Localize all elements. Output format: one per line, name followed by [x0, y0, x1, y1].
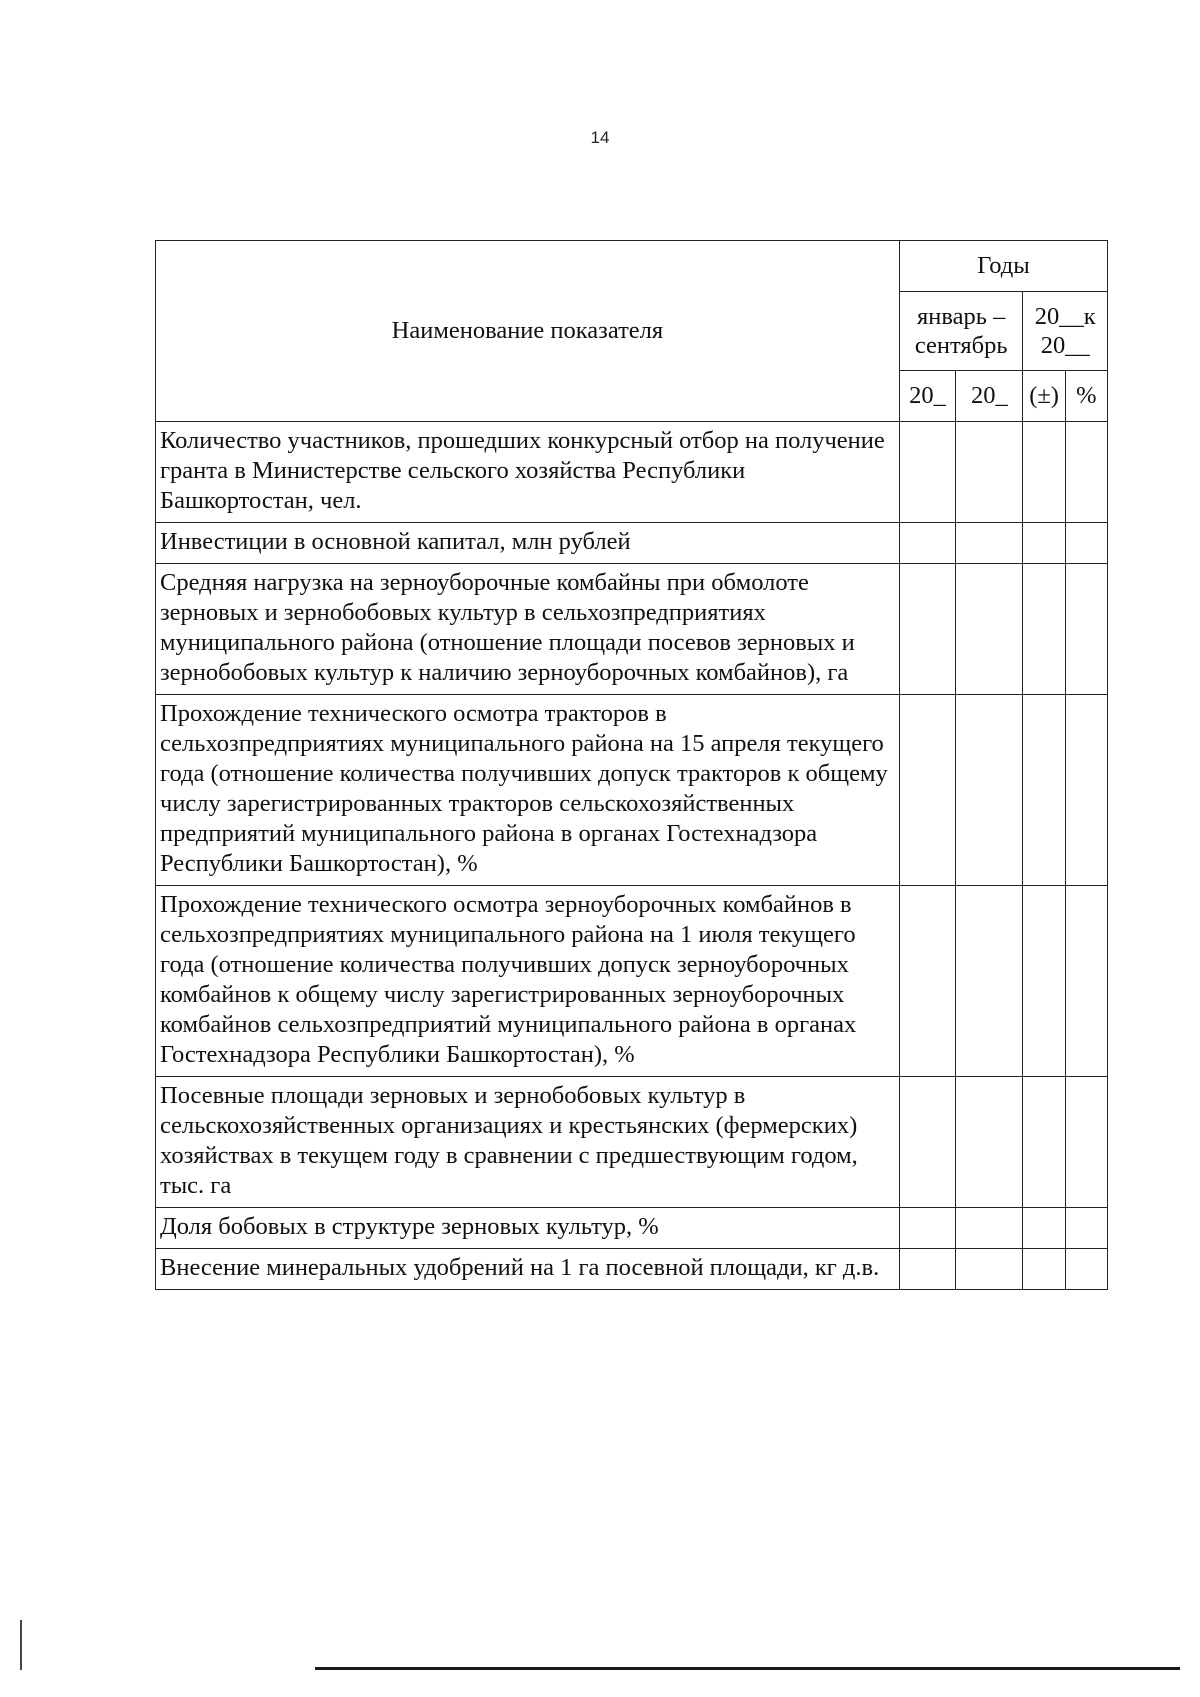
- value-cell-diff: [1023, 1077, 1065, 1208]
- value-cell-diff: [1023, 523, 1065, 564]
- value-cell-diff: [1023, 1208, 1065, 1249]
- value-cell-year-2: [956, 523, 1023, 564]
- value-cell-year-2: [956, 422, 1023, 523]
- header-years: Годы: [899, 241, 1107, 292]
- page-number: 14: [590, 128, 610, 147]
- table-row: [156, 422, 1108, 523]
- header-diff: (±): [1023, 371, 1065, 422]
- value-cell-year-2: [956, 564, 1023, 695]
- header-year-2: 20_: [956, 371, 1023, 422]
- value-cell-percent: [1065, 422, 1107, 523]
- value-cell-year-2: [956, 1077, 1023, 1208]
- value-cell-percent: [1065, 1208, 1107, 1249]
- value-cell-percent: [1065, 523, 1107, 564]
- header-period: январь – сентябрь: [899, 292, 1023, 371]
- value-cell-diff: [1023, 422, 1065, 523]
- value-cell-year-1: [899, 886, 955, 1077]
- value-cell-diff: [1023, 1249, 1065, 1290]
- value-cell-percent: [1065, 1077, 1107, 1208]
- header-percent: %: [1065, 371, 1107, 422]
- indicators-table: [155, 240, 1108, 1290]
- value-cell-year-1: [899, 523, 955, 564]
- value-cell-percent: [1065, 1249, 1107, 1290]
- table-row: [156, 886, 1108, 1077]
- indicator-name: Количество участников, прошедших конкурсный отбор на получение гранта в Министерстве сельского хозяйства Республики Башкортостан, чел.: [156, 422, 900, 523]
- value-cell-year-2: [956, 695, 1023, 886]
- table-row: [156, 1208, 1108, 1249]
- table-row: [156, 695, 1108, 886]
- value-cell-year-1: [899, 695, 955, 886]
- value-cell-percent: [1065, 886, 1107, 1077]
- value-cell-percent: [1065, 695, 1107, 886]
- scan-artifact-bottom-line: [315, 1667, 1180, 1670]
- scan-artifact-margin: [20, 1620, 22, 1670]
- value-cell-year-1: [899, 1077, 955, 1208]
- header-year-1: 20_: [899, 371, 955, 422]
- table-row: [156, 564, 1108, 695]
- value-cell-year-2: [956, 1208, 1023, 1249]
- value-cell-year-2: [956, 886, 1023, 1077]
- value-cell-diff: [1023, 886, 1065, 1077]
- table-row: [156, 1077, 1108, 1208]
- table-row: [156, 1249, 1108, 1290]
- value-cell-year-1: [899, 1208, 955, 1249]
- indicator-name: Инвестиции в основной капитал, млн рублей: [156, 523, 900, 564]
- value-cell-diff: [1023, 564, 1065, 695]
- indicator-name: Посевные площади зерновых и зернобобовых культур в сельскохозяйственных организациях и крестьянских (фермерских) хозяйствах в текущем году в сравнении с предшествующим годом, тыс. га: [156, 1077, 900, 1208]
- value-cell-year-1: [899, 422, 955, 523]
- value-cell-percent: [1065, 564, 1107, 695]
- indicator-name: Прохождение технического осмотра тракторов в сельхозпредприятиях муниципального района на 15 апреля текущего года (отношение количества получивших допуск тракторов к общему числу зарегистрированных тракторов сельскохозяйственных предприятий муниципального района в органах Гостехнадзора Республики Башкортостан), %: [156, 695, 900, 886]
- value-cell-diff: [1023, 695, 1065, 886]
- indicator-name: Доля бобовых в структуре зерновых культур, %: [156, 1208, 900, 1249]
- header-comparison: 20__к 20__: [1023, 292, 1108, 371]
- indicator-name: Средняя нагрузка на зерноуборочные комбайны при обмолоте зерновых и зернобобовых культур в сельхозпредприятиях муниципального района (отношение площади посевов зерновых и зернобобовых культур к наличию зерноуборочных комбайнов), га: [156, 564, 900, 695]
- header-indicator-name: Наименование показателя: [156, 241, 900, 422]
- value-cell-year-1: [899, 1249, 955, 1290]
- value-cell-year-2: [956, 1249, 1023, 1290]
- indicator-name: Внесение минеральных удобрений на 1 га посевной площади, кг д.в.: [156, 1249, 900, 1290]
- indicator-name: Прохождение технического осмотра зерноуборочных комбайнов в сельхозпредприятиях муниципального района на 1 июля текущего года (отношение количества получивших допуск зерноуборочных комбайнов к общему числу зарегистрированных зерноуборочных комбайнов сельхозпредприятий муниципального района в органах Гостехнадзора Республики Башкортостан), %: [156, 886, 900, 1077]
- value-cell-year-1: [899, 564, 955, 695]
- table-row: [156, 523, 1108, 564]
